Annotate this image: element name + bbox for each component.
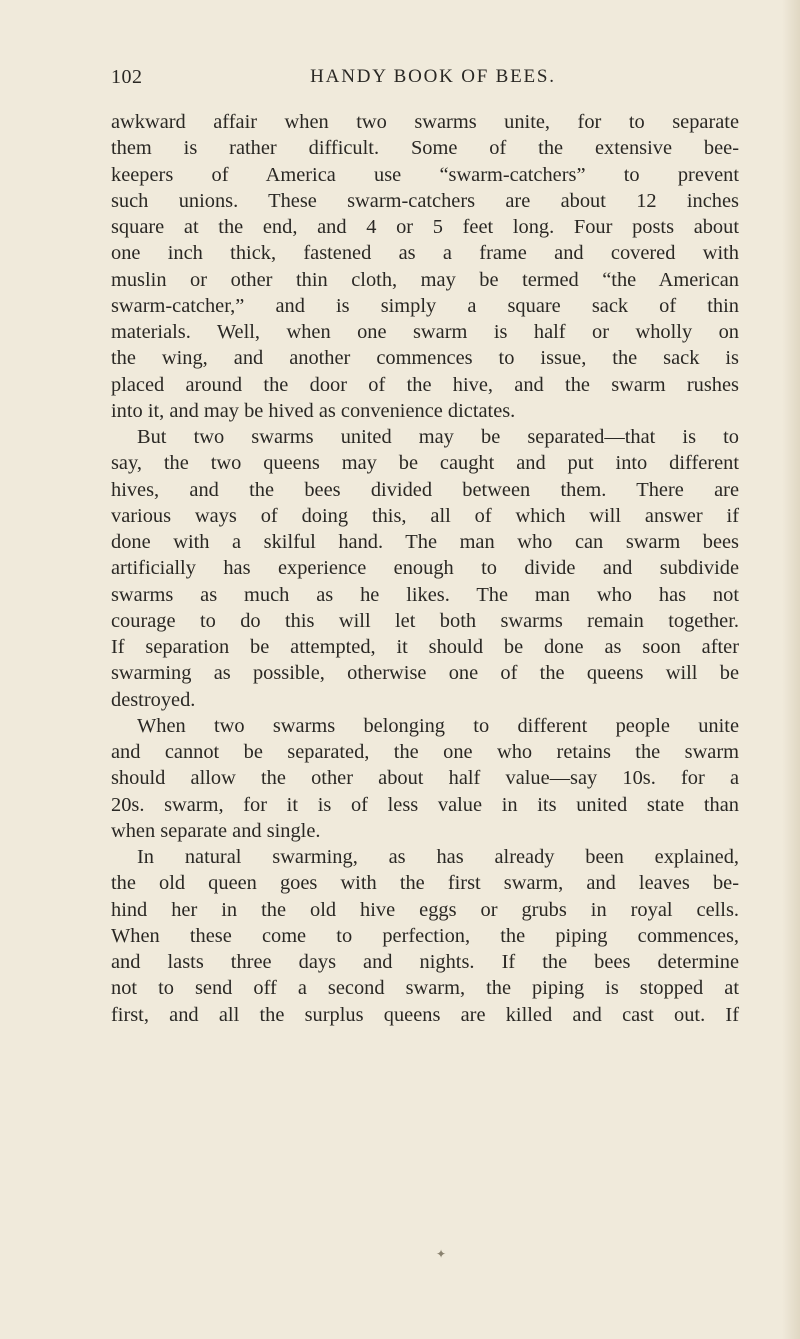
text-line: say, the two queens may be caught and put into different xyxy=(111,452,739,475)
text-line: destroyed. xyxy=(111,688,196,711)
text-line: first, and all the surplus queens are killed and cast out. If xyxy=(111,1003,739,1026)
text-line: square at the end, and 4 or 5 feet long. Four posts about xyxy=(111,216,739,238)
text-line: materials. Well, when one swarm is half or wholly on xyxy=(111,321,739,343)
text-line: swarm-catcher,” and is simply a square sack of thin xyxy=(111,294,739,317)
text-line: such unions. These swarm-catchers are about 12 inches xyxy=(111,189,739,212)
printer-mark: ✦ xyxy=(436,1247,447,1261)
text-line: swarming as possible, otherwise one of the queens will be xyxy=(111,662,739,685)
text-line: If separation be attempted, it should be done as soon after xyxy=(111,636,739,658)
running-head: HANDY BOOK OF BEES. xyxy=(310,66,556,87)
text-line: But two swarms united may be separated—that is to xyxy=(137,426,739,448)
text-line: placed around the door of the hive, and the swarm rushes xyxy=(111,373,739,396)
text-line: muslin or other thin cloth, may be termed “the American xyxy=(111,268,739,291)
text-line: the wing, and another commences to issue, the sack is xyxy=(111,347,739,370)
text-line: various ways of doing this, all of which will answer if xyxy=(111,504,739,527)
text-line: courage to do this will let both swarms remain together. xyxy=(111,609,739,632)
text-line: into it, and may be hived as convenience dictates. xyxy=(111,399,516,422)
page-number: 102 xyxy=(111,66,143,88)
text-line: hind her in the old hive eggs or grubs in royal cells. xyxy=(111,898,739,921)
text-line: artificially has experience enough to divide and subdivide xyxy=(111,557,739,580)
text-line: When these come to perfection, the piping commences, xyxy=(111,924,739,947)
text-line: one inch thick, fastened as a frame and covered with xyxy=(111,242,739,265)
text-line: 20s. swarm, for it is of less value in its united state than xyxy=(111,793,739,816)
text-line: them is rather difficult. Some of the extensive bee- xyxy=(111,137,739,160)
body-text xyxy=(111,109,739,1028)
page-header xyxy=(111,66,739,94)
text-line: done with a skilful hand. The man who can swarm bees xyxy=(111,531,739,553)
text-line: In natural swarming, as has already been explained, xyxy=(137,846,739,868)
text-line: hives, and the bees divided between them. There are xyxy=(111,478,739,501)
text-line: and cannot be separated, the one who retains the swarm xyxy=(111,741,739,763)
text-line: and lasts three days and nights. If the bees determine xyxy=(111,951,739,973)
text-line: When two swarms belonging to different people unite xyxy=(137,714,739,737)
page-edge-shadow xyxy=(782,0,800,1339)
text-line: not to send off a second swarm, the piping is stopped at xyxy=(111,977,739,1000)
text-line: the old queen goes with the first swarm, and leaves be- xyxy=(111,872,739,895)
text-line: awkward affair when two swarms unite, for to separate xyxy=(111,111,739,133)
text-line: keepers of America use “swarm-catchers” to prevent xyxy=(111,163,739,186)
text-line: swarms as much as he likes. The man who has not xyxy=(111,583,739,606)
text-line: should allow the other about half value—say 10s. for a xyxy=(111,767,739,790)
text-line: when separate and single. xyxy=(111,819,321,842)
